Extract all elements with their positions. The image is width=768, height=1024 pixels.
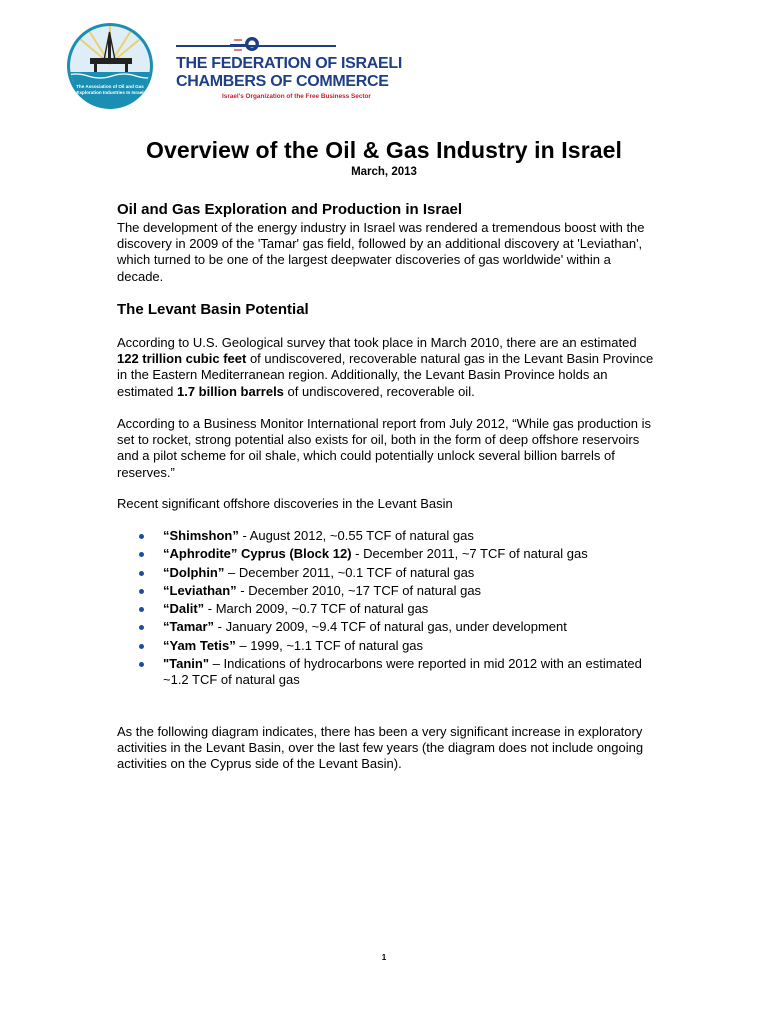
list-item — [117, 601, 647, 617]
bmi-paragraph: According to a Business Monitor International report from July 2012, “While gas production is set to rocket, strong potential also exists for oil, both in the form of deep offshore reservoirs and a pilot scheme for oil shale, which could potentially unlock several billion barrels of reserves.” — [117, 416, 651, 480]
assoc-logo-text-1: The Association of Oil and Gas — [76, 84, 144, 89]
list-item — [117, 656, 647, 688]
page-number: 1 — [381, 953, 387, 962]
closing-paragraph: As the following diagram indicates, there has been a very significant increase in exploratory activities in the Levant Basin, over the last few years (the diagram does not include ongoing activities on the Cyprus side of the Levant Basin). — [117, 724, 644, 772]
discovery-detail: - March 2009, ~0.7 TCF of natural gas — [204, 601, 429, 617]
usgs-paragraph — [117, 335, 657, 400]
discovery-detail: – December 2011, ~0.1 TCF of natural gas — [224, 564, 475, 580]
document-date: March, 2013 — [351, 166, 417, 178]
discovery-name: "Tanin" — [163, 656, 210, 672]
oil-volume-highlight: 1.7 billion barrels — [176, 383, 284, 399]
discovery-name: “Tamar” — [163, 619, 215, 635]
document-title: Overview of the Oil & Gas Industry in Israel — [145, 137, 623, 163]
list-item — [117, 583, 647, 599]
exploration-paragraph: The development of the energy industry in Israel was rendered a tremendous boost with the discovery in 2009 of the 'Tamar' gas field, followed by an additional discovery at 'Leviathan', which turned to be one of the largest deepwater discoveries of gas worldwide' within a decade. — [117, 220, 645, 284]
bullet-icon — [139, 589, 144, 594]
discovery-detail: – Indications of hydrocarbons were reported in mid 2012 with an estimated ~1.2 TCF of natural gas — [163, 656, 642, 688]
assoc-logo-text-2: Exploration Industries In Israel — [76, 90, 144, 95]
discoveries-intro: Recent significant offshore discoveries in the Levant Basin — [117, 496, 453, 511]
gas-volume-highlight: 122 trillion cubic feet — [117, 351, 247, 367]
section-heading-levant: The Levant Basin Potential — [117, 301, 309, 318]
bullet-icon — [139, 625, 144, 630]
section-heading-exploration: Oil and Gas Exploration and Production in Israel — [117, 201, 463, 218]
bullet-icon — [139, 607, 144, 612]
list-item — [117, 638, 647, 654]
discoveries-list — [117, 528, 647, 691]
discovery-detail: - December 2010, ~17 TCF of natural gas — [236, 582, 482, 598]
discovery-name: “Leviathan” — [163, 582, 237, 598]
list-item — [117, 546, 647, 562]
usgs-text-1: According to U.S. Geological survey that took place in March 2010, there are an estimated — [117, 335, 637, 350]
list-item — [117, 528, 647, 544]
bullet-icon — [139, 534, 144, 539]
list-item — [117, 619, 647, 635]
discovery-detail: – 1999, ~1.1 TCF of natural gas — [235, 637, 424, 653]
federation-tagline: Israel's Organization of the Free Business Sector — [222, 93, 371, 100]
discovery-detail: - January 2009, ~9.4 TCF of natural gas, under development — [214, 619, 567, 635]
bullet-icon — [139, 552, 144, 557]
federation-emblem-icon — [230, 36, 260, 52]
federation-rule — [176, 45, 336, 47]
bullet-icon — [139, 662, 144, 667]
usgs-text-3: of undiscovered, recoverable oil. — [283, 383, 475, 399]
discovery-name: “Dalit” — [163, 601, 205, 617]
discovery-detail: - August 2012, ~0.55 TCF of natural gas — [238, 528, 474, 543]
list-item — [117, 565, 647, 581]
discovery-detail: - December 2011, ~7 TCF of natural gas — [351, 546, 588, 562]
federation-title-line1: THE FEDERATION OF ISRAELI — [176, 55, 402, 72]
discovery-name: “Aphrodite” Cyprus (Block 12) — [163, 546, 352, 562]
discovery-name: “Dolphin” — [163, 564, 225, 580]
federation-logo — [176, 36, 402, 106]
usgs-text-2: of undiscovered, recoverable natural gas in the Levant Basin Province in the Eastern Mediterranean region. Additionally, the Levant Basin Province holds an estimated — [117, 351, 654, 399]
discovery-name: “Yam Tetis” — [163, 637, 236, 653]
association-logo — [64, 22, 158, 112]
bullet-icon — [139, 644, 144, 649]
federation-title-line2: CHAMBERS OF COMMERCE — [176, 73, 389, 90]
federation-title — [176, 55, 402, 91]
bullet-icon — [139, 571, 144, 576]
discovery-name: “Shimshon” — [163, 528, 239, 543]
